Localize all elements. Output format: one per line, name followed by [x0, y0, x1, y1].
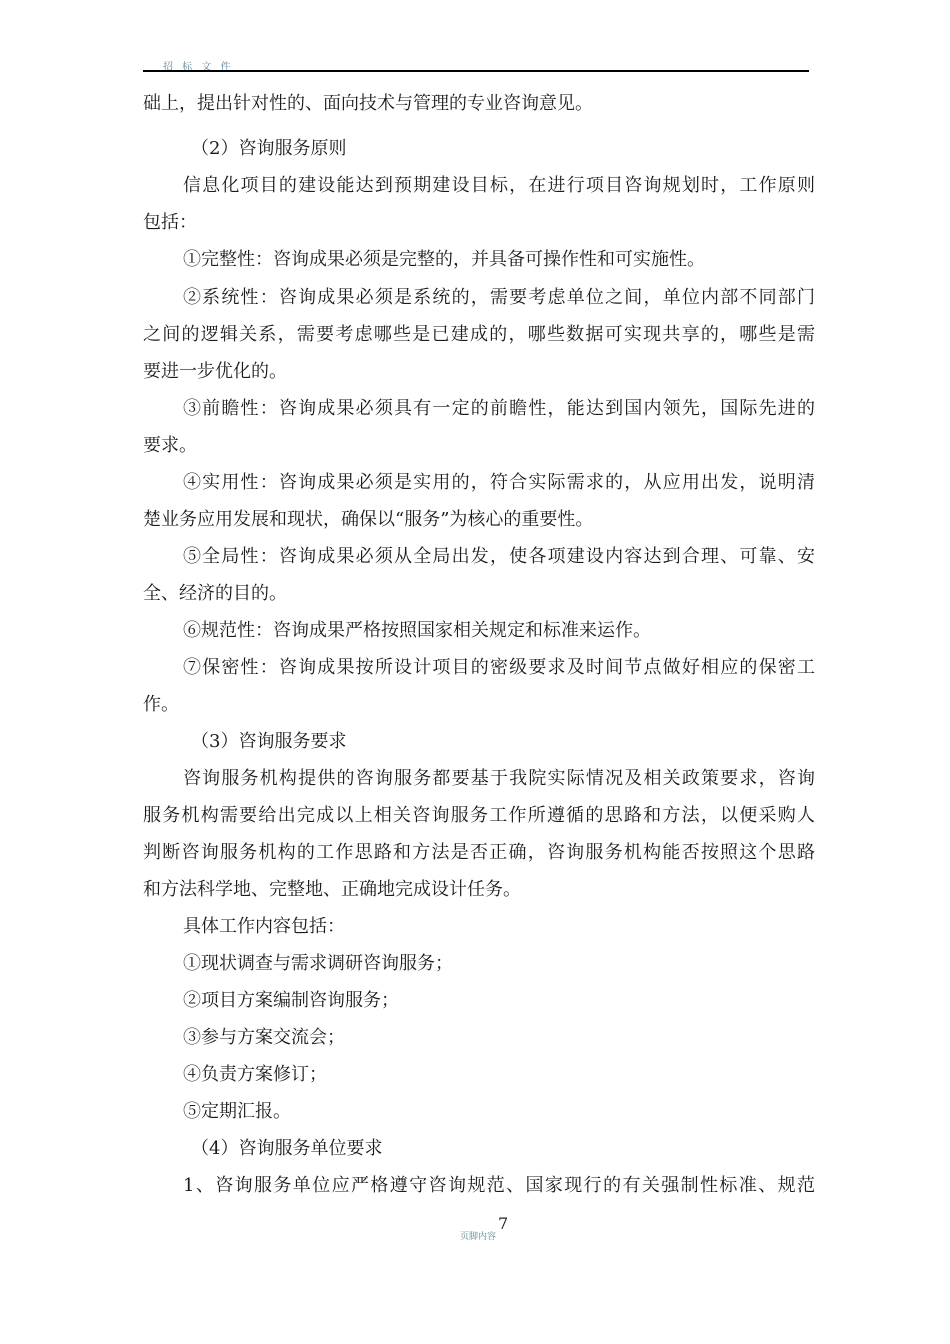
header-rule	[143, 70, 809, 72]
list-item: ③前瞻性：咨询成果必须具有一定的前瞻性，能达到国内领先，国际先进的	[183, 398, 815, 419]
paragraph-line: 全、经济的目的。	[143, 583, 287, 604]
paragraph-line: 服务机构需要给出完成以上相关咨询服务工作所遵循的思路和方法，以便采购人	[143, 805, 815, 826]
list-item: ⑤全局性：咨询成果必须从全局出发，使各项建设内容达到合理、可靠、安	[183, 546, 815, 567]
list-item: ⑦保密性：咨询成果按所设计项目的密级要求及时间节点做好相应的保密工	[183, 657, 815, 678]
paragraph-line: 要求。	[143, 435, 197, 456]
list-item: ③参与方案交流会；	[183, 1027, 345, 1048]
section-heading: （3）咨询服务要求	[191, 731, 347, 752]
list-item: ④实用性：咨询成果必须是实用的，符合实际需求的，从应用出发，说明清	[183, 472, 815, 493]
paragraph-line: 要进一步优化的。	[143, 361, 287, 382]
list-item: ②系统性：咨询成果必须是系统的，需要考虑单位之间，单位内部不同部门	[183, 287, 815, 308]
paragraph-line: 之间的逻辑关系，需要考虑哪些是已建成的，哪些数据可实现共享的，哪些是需	[143, 324, 815, 345]
list-item: ①现状调查与需求调研咨询服务；	[183, 953, 453, 974]
list-item: ②项目方案编制咨询服务；	[183, 990, 399, 1011]
list-item: ⑥规范性：咨询成果严格按照国家相关规定和标准来运作。	[183, 620, 651, 641]
paragraph-line: 包括：	[143, 212, 197, 233]
page-header-title: 招 标 文 件	[163, 62, 234, 73]
list-item: ①完整性：咨询成果必须是完整的，并具备可操作性和可实施性。	[183, 249, 705, 270]
paragraph-line: 和方法科学地、完整地、正确地完成设计任务。	[143, 879, 521, 900]
footer-label: 页脚内容	[460, 1232, 497, 1242]
paragraph-line: 楚业务应用发展和现状，确保以“服务”为核心的重要性。	[143, 509, 594, 530]
list-item: ⑤定期汇报。	[183, 1101, 291, 1122]
paragraph-line: 咨询服务机构提供的咨询服务都要基于我院实际情况及相关政策要求，咨询	[183, 768, 815, 789]
paragraph-line: 具体工作内容包括：	[183, 916, 345, 937]
paragraph-line: 1、咨询服务单位应严格遵守咨询规范、国家现行的有关强制性标准、规范	[183, 1175, 815, 1196]
paragraph-line: 作。	[143, 694, 179, 715]
section-heading: （4）咨询服务单位要求	[191, 1138, 383, 1159]
page-number: 7	[498, 1214, 509, 1233]
list-item: ④负责方案修订；	[183, 1064, 327, 1085]
section-heading: （2）咨询服务原则	[191, 138, 347, 159]
paragraph-line: 础上，提出针对性的、面向技术与管理的专业咨询意见。	[143, 93, 593, 114]
paragraph-line: 信息化项目的建设能达到预期建设目标，在进行项目咨询规划时，工作原则	[183, 175, 815, 196]
paragraph-line: 判断咨询服务机构的工作思路和方法是否正确，咨询服务机构能否按照这个思路	[143, 842, 815, 863]
